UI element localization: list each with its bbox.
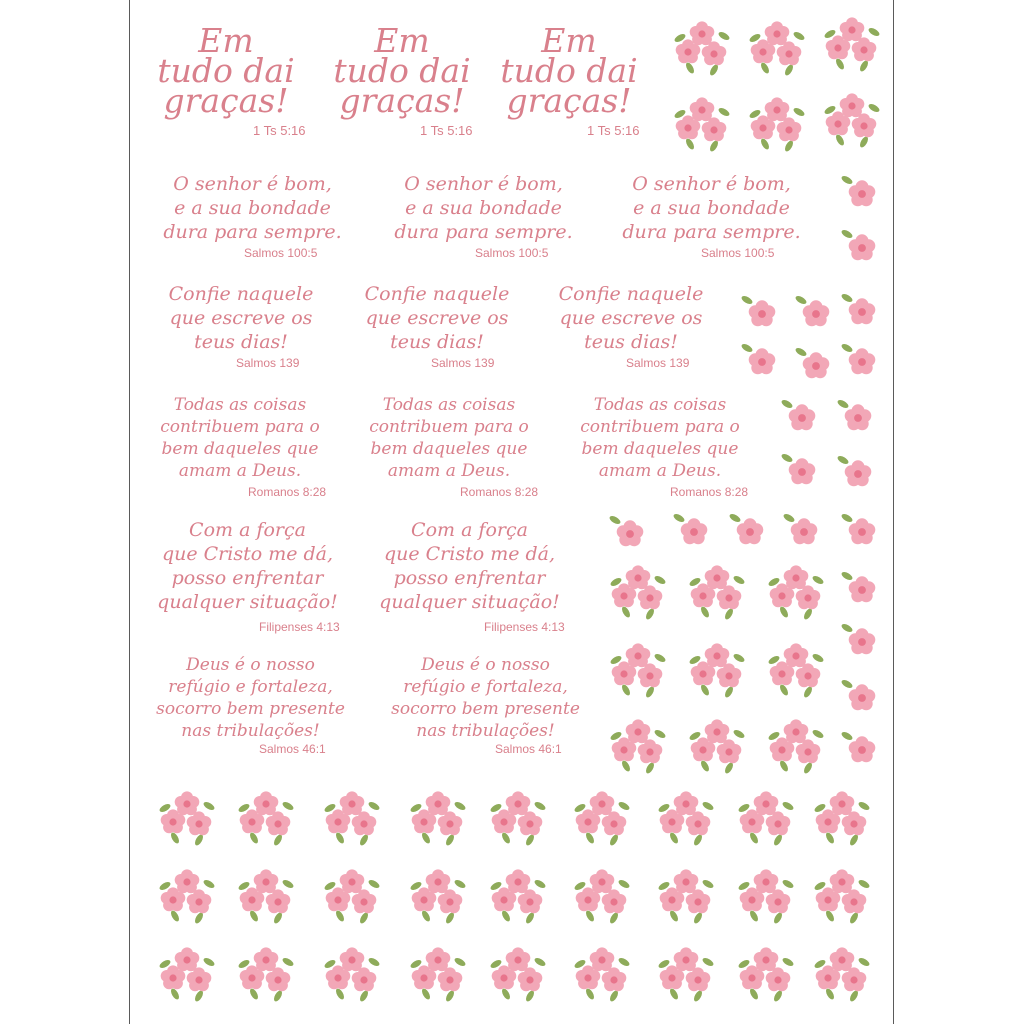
pink-flower-icon xyxy=(840,620,880,660)
pink-flower-cluster-icon xyxy=(236,864,296,924)
pink-flower-icon xyxy=(840,172,880,212)
pink-flower-cluster-icon xyxy=(812,942,872,1002)
pink-flower-icon xyxy=(672,510,712,550)
verse-reference: Salmos 46:1 xyxy=(495,742,562,756)
verse-reference: Salmos 139 xyxy=(236,356,300,370)
pink-flower-icon xyxy=(840,728,880,768)
pink-flower-icon xyxy=(794,292,834,332)
verse-reference: Salmos 46:1 xyxy=(259,742,326,756)
verse-text: Em tudo dai graças! xyxy=(157,21,295,120)
pink-flower-cluster-icon xyxy=(572,942,632,1002)
verse-reference: 1 Ts 5:16 xyxy=(587,123,640,138)
verse-text: O senhor é bom, e a sua bondade dura para sempre. xyxy=(622,173,801,243)
pink-flower-cluster-icon xyxy=(656,864,716,924)
verse-sticker xyxy=(140,172,365,264)
verse-sticker xyxy=(140,518,355,634)
pink-flower-icon xyxy=(728,510,768,550)
verse-text: Todas as coisas contribuem para o bem daqueles que amam a Deus. xyxy=(160,395,320,481)
pink-flower-icon xyxy=(780,450,820,490)
pink-flower-icon xyxy=(836,396,876,436)
pink-flower-cluster-icon xyxy=(157,864,217,924)
verse-sticker xyxy=(484,21,654,144)
verse-reference: Salmos 100:5 xyxy=(244,246,318,260)
pink-flower-cluster-icon xyxy=(687,560,747,620)
pink-flower-icon xyxy=(608,512,648,552)
pink-flower-cluster-icon xyxy=(736,942,796,1002)
pink-flower-cluster-icon xyxy=(672,16,732,76)
pink-flower-cluster-icon xyxy=(488,942,548,1002)
pink-flower-cluster-icon xyxy=(408,864,468,924)
verse-text: Confie naquele que escreve os teus dias! xyxy=(364,283,510,353)
verse-reference: 1 Ts 5:16 xyxy=(420,123,473,138)
verse-reference: Salmos 100:5 xyxy=(701,246,775,260)
pink-flower-cluster-icon xyxy=(608,714,668,774)
verse-reference: Salmos 139 xyxy=(431,356,495,370)
pink-flower-cluster-icon xyxy=(822,88,882,148)
verse-text: O senhor é bom, e a sua bondade dura para sempre. xyxy=(394,173,573,243)
pink-flower-icon xyxy=(782,510,822,550)
verse-text: Todas as coisas contribuem para o bem daqueles que amam a Deus. xyxy=(580,395,740,481)
pink-flower-cluster-icon xyxy=(656,786,716,846)
verse-sticker xyxy=(362,518,577,634)
pink-flower-cluster-icon xyxy=(766,560,826,620)
pink-flower-cluster-icon xyxy=(322,786,382,846)
verse-sticker xyxy=(342,282,532,374)
verse-text: Confie naquele que escreve os teus dias! xyxy=(168,283,314,353)
verse-sticker xyxy=(371,172,596,264)
pink-flower-cluster-icon xyxy=(608,560,668,620)
pink-flower-cluster-icon xyxy=(766,714,826,774)
pink-flower-cluster-icon xyxy=(687,714,747,774)
pink-flower-cluster-icon xyxy=(572,786,632,846)
pink-flower-cluster-icon xyxy=(488,864,548,924)
pink-flower-cluster-icon xyxy=(672,92,732,152)
pink-flower-cluster-icon xyxy=(408,786,468,846)
pink-flower-cluster-icon xyxy=(687,638,747,698)
pink-flower-cluster-icon xyxy=(656,942,716,1002)
pink-flower-cluster-icon xyxy=(766,638,826,698)
verse-sticker xyxy=(140,394,340,502)
verse-sticker xyxy=(560,394,760,502)
verse-sticker xyxy=(141,21,311,144)
pink-flower-icon xyxy=(740,292,780,332)
pink-flower-icon xyxy=(840,226,880,266)
pink-flower-icon xyxy=(836,452,876,492)
verse-reference: Filipenses 4:13 xyxy=(484,620,565,634)
pink-flower-cluster-icon xyxy=(322,942,382,1002)
pink-flower-icon xyxy=(840,340,880,380)
pink-flower-icon xyxy=(740,340,780,380)
verse-reference: 1 Ts 5:16 xyxy=(253,123,306,138)
sticker-sheet xyxy=(129,0,894,1024)
pink-flower-icon xyxy=(840,290,880,330)
verse-sticker xyxy=(317,21,487,144)
pink-flower-cluster-icon xyxy=(572,864,632,924)
pink-flower-icon xyxy=(840,568,880,608)
pink-flower-cluster-icon xyxy=(157,786,217,846)
verse-text: Com a força que Cristo me dá, posso enfrentar qualquer situação! xyxy=(379,519,560,613)
verse-reference: Romanos 8:28 xyxy=(248,485,327,499)
pink-flower-cluster-icon xyxy=(408,942,468,1002)
pink-flower-icon xyxy=(780,396,820,436)
pink-flower-cluster-icon xyxy=(747,16,807,76)
pink-flower-cluster-icon xyxy=(488,786,548,846)
pink-flower-cluster-icon xyxy=(236,942,296,1002)
verse-text: Com a força que Cristo me dá, posso enfrentar qualquer situação! xyxy=(157,519,338,613)
verse-text: Em tudo dai graças! xyxy=(333,21,471,120)
verse-sticker xyxy=(373,654,598,760)
pink-flower-cluster-icon xyxy=(736,786,796,846)
verse-sticker xyxy=(146,282,336,374)
pink-flower-cluster-icon xyxy=(736,864,796,924)
verse-text: Em tudo dai graças! xyxy=(500,21,638,120)
pink-flower-cluster-icon xyxy=(812,864,872,924)
verse-sticker xyxy=(349,394,549,502)
verse-sticker xyxy=(536,282,726,374)
pink-flower-cluster-icon xyxy=(322,864,382,924)
pink-flower-icon xyxy=(840,676,880,716)
pink-flower-cluster-icon xyxy=(608,638,668,698)
verse-text: O senhor é bom, e a sua bondade dura para sempre. xyxy=(163,173,342,243)
verse-reference: Romanos 8:28 xyxy=(670,485,749,499)
verse-reference: Salmos 100:5 xyxy=(475,246,549,260)
verse-reference: Romanos 8:28 xyxy=(460,485,539,499)
verse-reference: Filipenses 4:13 xyxy=(259,620,340,634)
verse-text: Todas as coisas contribuem para o bem daqueles que amam a Deus. xyxy=(369,395,529,481)
pink-flower-cluster-icon xyxy=(822,12,882,72)
verse-reference: Salmos 139 xyxy=(626,356,690,370)
pink-flower-icon xyxy=(840,510,880,550)
pink-flower-cluster-icon xyxy=(157,942,217,1002)
pink-flower-cluster-icon xyxy=(236,786,296,846)
verse-text: Deus é o nosso refúgio e fortaleza, socorro bem presente nas tribulações! xyxy=(156,655,345,741)
verse-sticker xyxy=(599,172,824,264)
pink-flower-cluster-icon xyxy=(747,92,807,152)
verse-text: Confie naquele que escreve os teus dias! xyxy=(558,283,704,353)
pink-flower-cluster-icon xyxy=(812,786,872,846)
verse-sticker xyxy=(138,654,363,760)
verse-text: Deus é o nosso refúgio e fortaleza, socorro bem presente nas tribulações! xyxy=(391,655,580,741)
pink-flower-icon xyxy=(794,344,834,384)
